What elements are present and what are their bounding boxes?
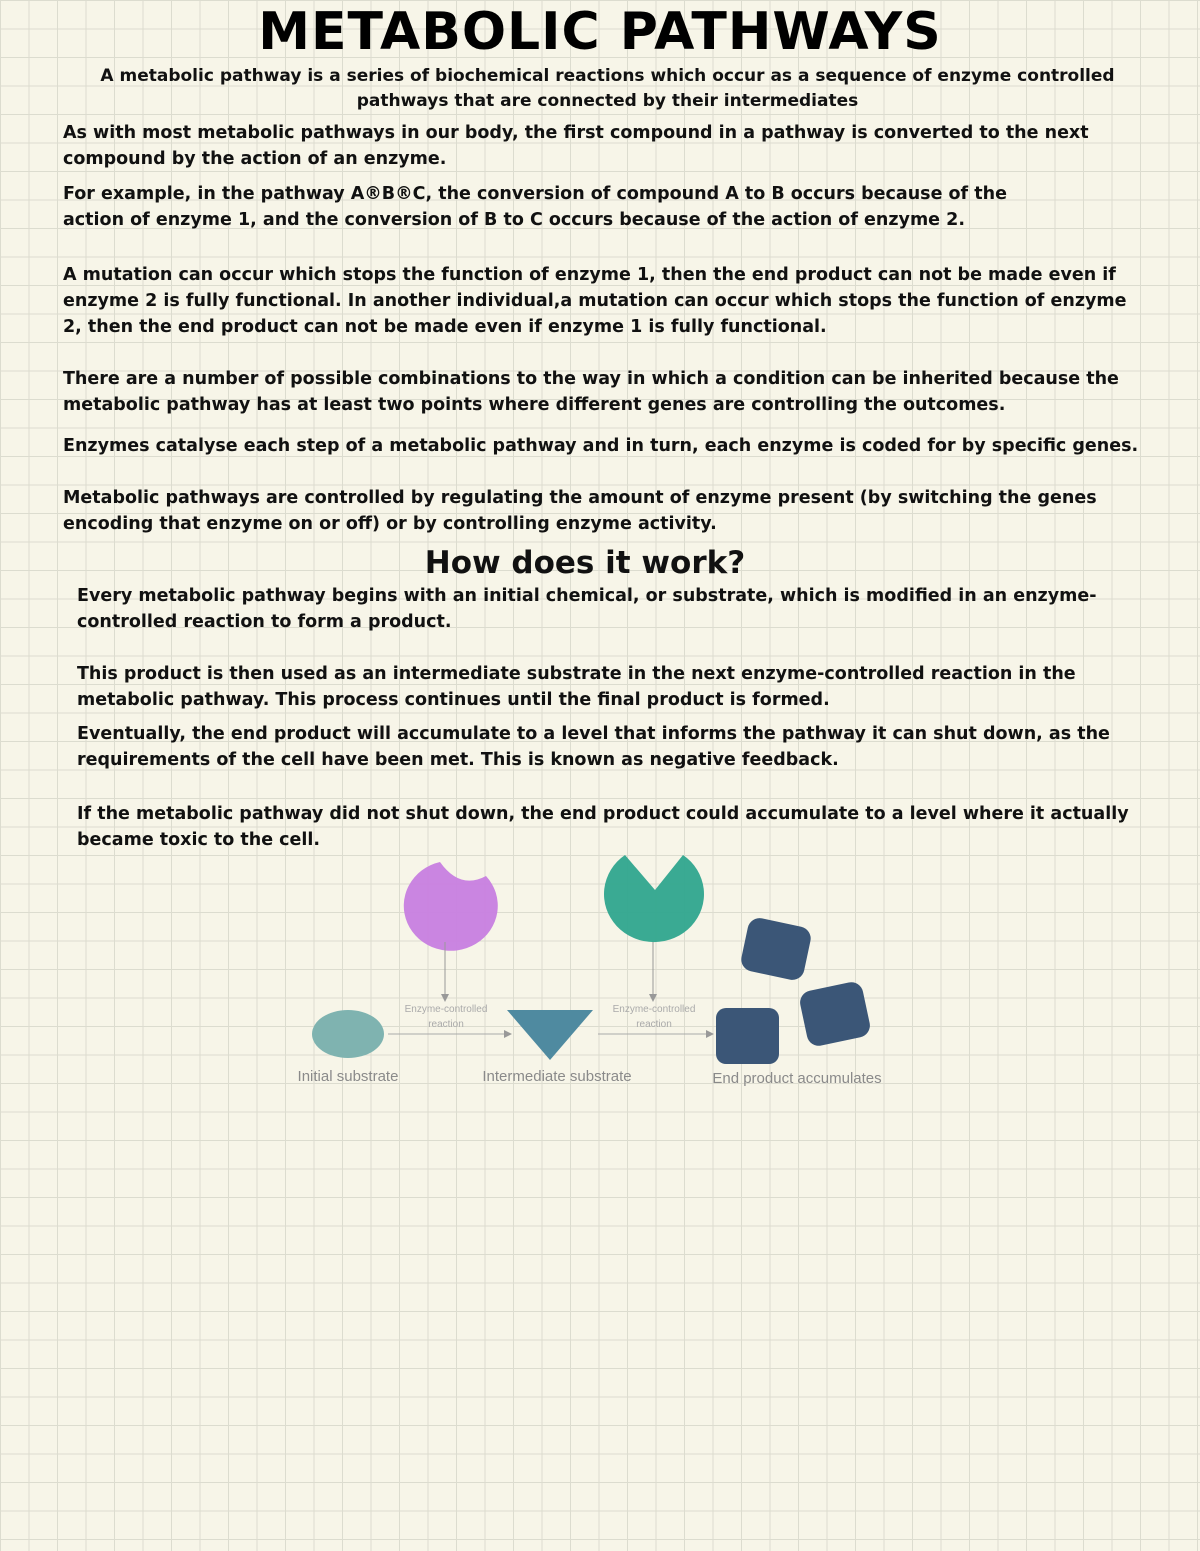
paragraph-6: Metabolic pathways are controlled by regulating the amount of enzyme present (by switching the genes encoding that enzyme on or off) or by controlling enzyme activity. — [63, 488, 1097, 534]
intro-text: A metabolic pathway is a series of biochemical reactions which occur as a sequence of enzyme controlled pathways that are connected by their intermediates — [100, 66, 1115, 111]
paragraph-3: A mutation can occur which stops the function of enzyme 1, then the end product can not be made even if enzyme 2 is fully functional. In another individual,a mutation can occur which stops the function of enzyme 2, then the end product can not be made even if enzyme 1 is fully functional. — [63, 265, 1127, 337]
enzyme-2-shape — [604, 855, 704, 942]
intermediate-substrate-shape — [507, 1010, 593, 1060]
end-product-square-3 — [716, 1008, 779, 1064]
initial-substrate-label: Initial substrate — [297, 1068, 399, 1085]
enzyme-1-shape — [404, 862, 498, 951]
reaction-arrow-1-head — [504, 1030, 512, 1038]
how-paragraph-4: If the metabolic pathway did not shut down, the end product could accumulate to a level where it actually became toxic to the cell. — [77, 804, 1129, 850]
paragraph-2: For example, in the pathway A®B®C, the conversion of compound A to B occurs because of the action of enzyme 1, and the conversion of B to C occurs because of the action of enzyme 2. — [63, 184, 1007, 230]
reaction-label-1b: reaction — [428, 1019, 464, 1030]
paragraph-1: As with most metabolic pathways in our body, the first compound in a pathway is converted to the next compound by the action of an enzyme. — [63, 123, 1089, 169]
intermediate-substrate-label: Intermediate substrate — [482, 1068, 632, 1085]
end-product-square-1 — [739, 916, 813, 982]
reaction-label-1a: Enzyme-controlled — [404, 1004, 488, 1015]
end-product-square-2 — [798, 980, 872, 1048]
reaction-arrow-2-head — [706, 1030, 714, 1038]
paragraph-4: There are a number of possible combinations to the way in which a condition can be inherited because the metabolic pathway has at least two points where different genes are controlling the outcomes. — [63, 369, 1119, 415]
reaction-label-2b: reaction — [636, 1019, 672, 1030]
end-product-label: End product accumulates — [712, 1070, 882, 1087]
enzyme-1-arrowhead — [441, 994, 449, 1002]
reaction-label-2a: Enzyme-controlled — [612, 1004, 696, 1015]
how-paragraph-2: This product is then used as an intermediate substrate in the next enzyme-controlled reaction in the metabolic pathway. This process continues until the final product is formed. — [77, 664, 1076, 710]
how-paragraph-1: Every metabolic pathway begins with an initial chemical, or substrate, which is modified in an enzyme-controlled reaction to form a product. — [77, 586, 1097, 632]
section-heading: How does it work? — [424, 545, 746, 581]
enzyme-2-arrowhead — [649, 994, 657, 1002]
how-paragraph-3: Eventually, the end product will accumulate to a level that informs the pathway it can shut down, as the requirements of the cell have been met. This is known as negative feedback. — [77, 724, 1110, 770]
page-title: METABOLIC PATHWAYS — [258, 2, 942, 62]
initial-substrate-shape — [312, 1010, 384, 1058]
pathway-diagram — [280, 850, 920, 1100]
paragraph-5: Enzymes catalyse each step of a metabolic pathway and in turn, each enzyme is coded for by specific genes. — [63, 436, 1139, 456]
